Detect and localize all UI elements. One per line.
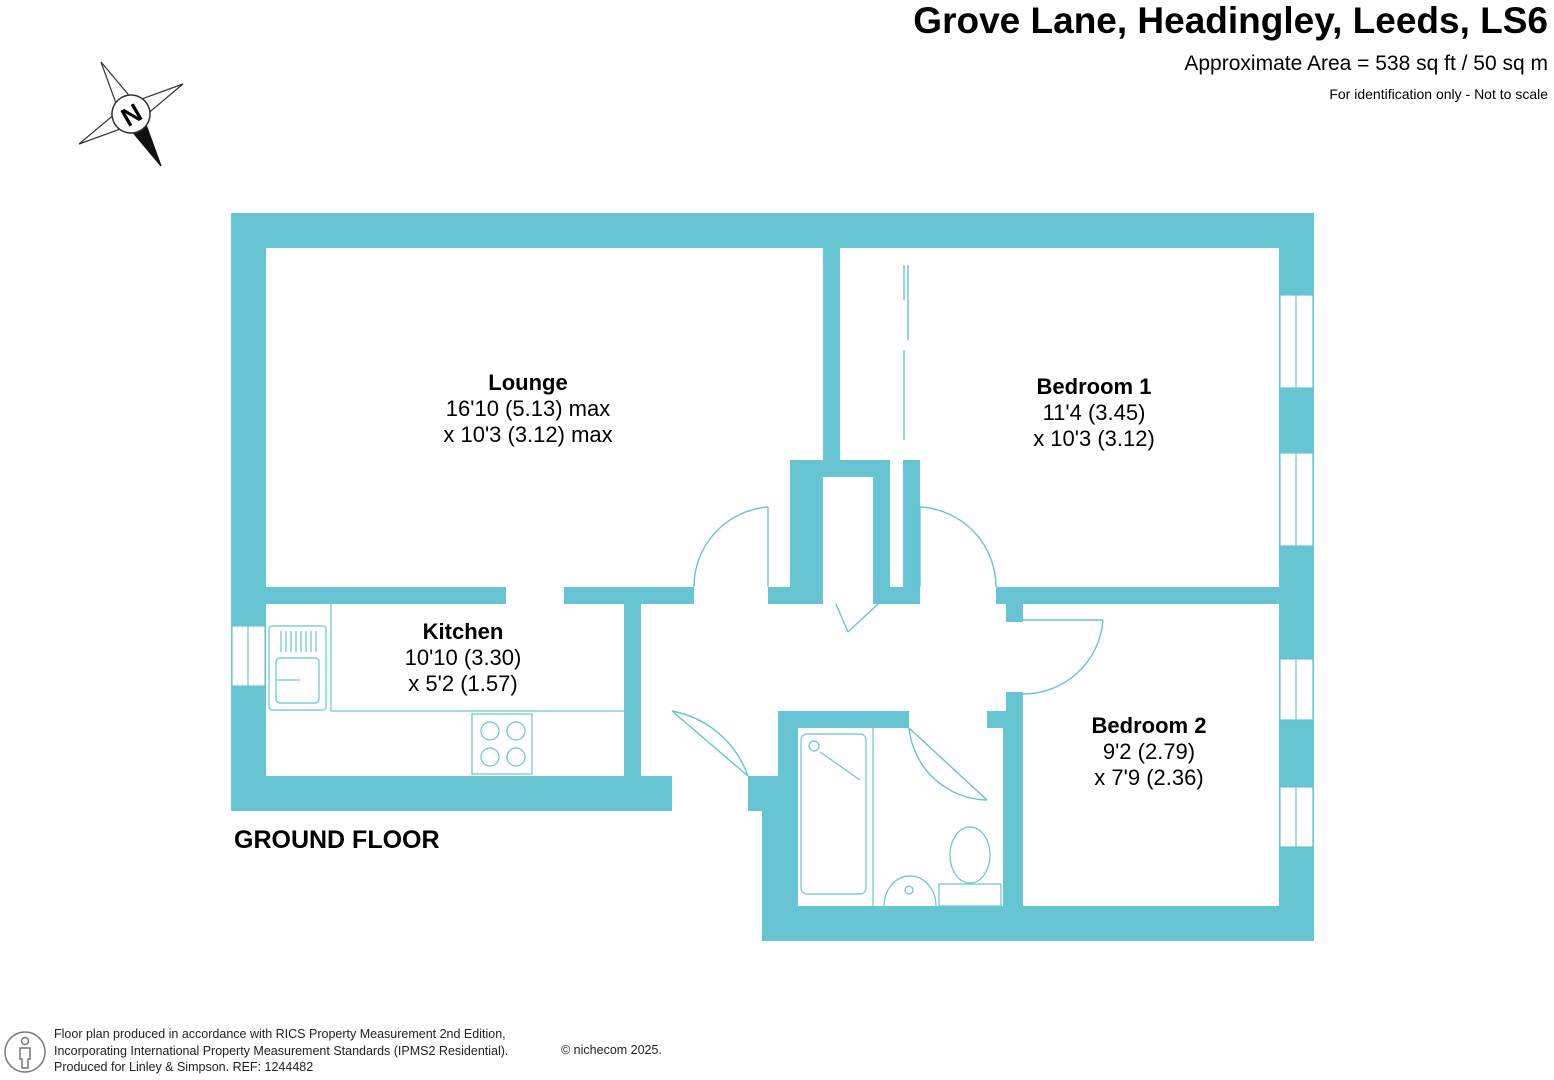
footer-line: Produced for Linley & Simpson. REF: 1244482: [54, 1060, 314, 1074]
room-name: Bedroom 2: [1091, 713, 1207, 738]
room-bedroom-2: [1092, 713, 1207, 791]
room-dimension: x 10'3 (3.12): [1033, 426, 1155, 451]
room-dimension: 10'10 (3.30): [404, 645, 522, 670]
footer-line: Incorporating International Property Measurement Standards (IPMS2 Residential).: [54, 1043, 509, 1058]
room-dimension: 11'4 (3.45): [1042, 400, 1146, 425]
room-dimension: x 7'9 (2.36): [1094, 765, 1204, 790]
approximate-area: Approximate Area = 538 sq ft / 50 sq m: [1184, 52, 1548, 75]
footer-line: Floor plan produced in accordance with RICS Property Measurement 2nd Edition,: [54, 1027, 506, 1041]
property-address-title: Grove Lane, Headingley, Leeds, LS6: [913, 0, 1548, 41]
copyright: © nichecom 2025.: [561, 1043, 662, 1057]
footer-credits: [54, 1026, 508, 1076]
room-name: Lounge: [488, 370, 568, 395]
room-kitchen: [405, 619, 522, 697]
room-name: Kitchen: [422, 619, 504, 644]
person-info-icon: [4, 1029, 46, 1075]
room-name: Bedroom 1: [1036, 374, 1152, 399]
room-dimension: x 10'3 (3.12) max: [443, 422, 613, 447]
bathroom-fittings: [801, 728, 1001, 906]
room-bedroom-1: [1033, 374, 1155, 452]
room-dimension: 16'10 (5.13) max: [445, 396, 611, 421]
floor-label: GROUND FLOOR: [234, 826, 440, 854]
room-dimension: 9'2 (2.79): [1102, 739, 1196, 764]
compass-letter: N: [115, 97, 148, 133]
room-dimension: x 5'2 (1.57): [408, 671, 518, 696]
scale-disclaimer: For identification only - Not to scale: [1329, 86, 1548, 102]
room-lounge: [443, 370, 612, 448]
